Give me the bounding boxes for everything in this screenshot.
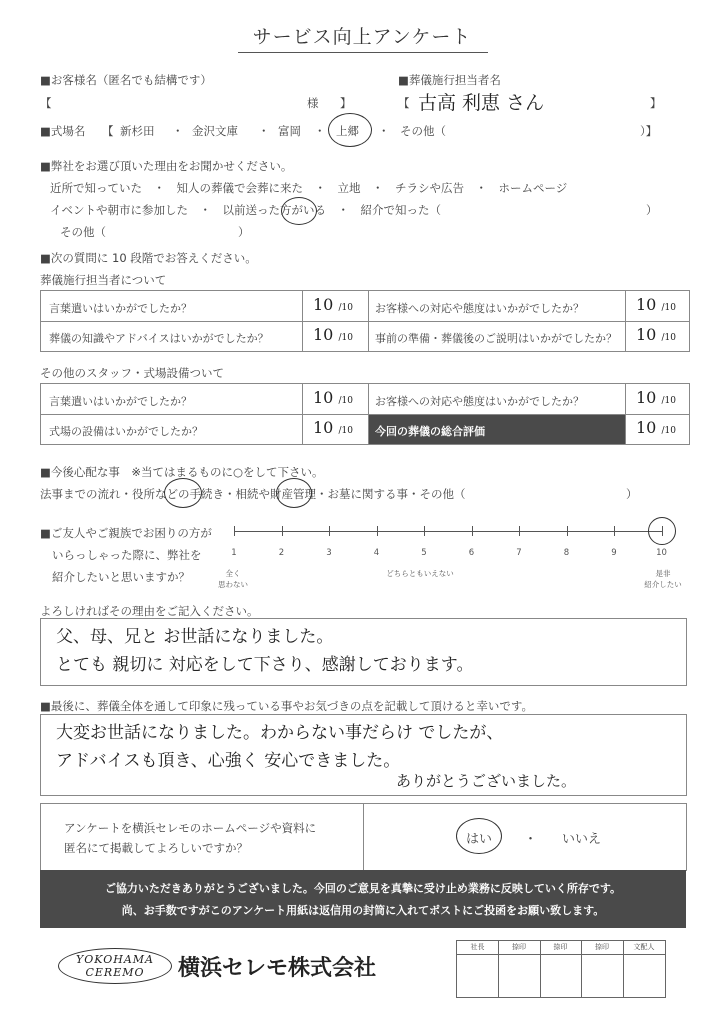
overall-rating-score[interactable]: 10 /10 — [636, 418, 676, 437]
publish-sep: ・ — [524, 832, 538, 847]
venue-sep: ・ — [258, 124, 270, 138]
venue-option-tomioka[interactable]: 富岡 — [278, 124, 301, 138]
overall-rating-question: 今回の葬儀の総合評価 — [375, 425, 485, 438]
staff-name-label: ■葬儀施行担当者名 — [398, 73, 501, 87]
reason-write-line1: 父、母、兄と お世話になりました。 — [56, 627, 334, 647]
reason-line2-close: ） — [646, 203, 658, 217]
final-comment-line2: アドバイスも頂き、心強く 安心できました。 — [56, 751, 401, 771]
thanks-line1: ご協力いただきありがとうございました。今回のご意見を真摯に受け止め業務に反映していく所存です。 — [104, 882, 622, 895]
thanks-line2: 尚、お手数ですがこのアンケート用紙は返信用の封筒に入れてポストにご投函をお願い致します。 — [121, 904, 605, 917]
rating-question: 葬儀の知識やアドバイスはいかがでしたか？ — [49, 332, 269, 345]
scale-mid-label: どちらともいえない — [386, 569, 454, 578]
publish-yes-option[interactable]: はい — [466, 832, 493, 847]
final-comment-line3: ありがとうございました。 — [396, 772, 577, 790]
scale-tick — [472, 526, 473, 536]
scale-tick-label[interactable]: 1 — [231, 548, 237, 558]
publish-question-line2: 匿名にて掲載してよろしいですか？ — [64, 841, 248, 855]
reason-selected-circle — [281, 197, 317, 225]
company-logo-top: YOKOHAMA — [76, 953, 154, 966]
stamp-header: 文配人 — [633, 943, 655, 951]
venue-option-other[interactable]: その他（ — [400, 124, 446, 138]
facility-rating-table — [40, 383, 690, 445]
scale-tick-label[interactable]: 3 — [326, 548, 332, 558]
recommend-question-line3: 紹介したいと思いますか？ — [52, 570, 190, 584]
venue-sep: ・ — [172, 124, 184, 138]
concern-circle-tetsuzuki — [164, 478, 202, 508]
scale-tick — [377, 526, 378, 536]
scale-tick — [614, 526, 615, 536]
reason-write-label: よろしければその理由をご記入ください。 — [40, 604, 259, 618]
scale-tick — [282, 526, 283, 536]
venue-option-kanazawabunko[interactable]: 金沢文庫 — [192, 124, 238, 138]
rating-score[interactable]: 10 /10 — [636, 325, 676, 344]
page-title: サービス向上アンケート — [252, 26, 472, 48]
scale-tick — [519, 526, 520, 536]
scale-low-label: 全く 思わない — [218, 569, 248, 589]
approval-stamp-grid — [456, 940, 666, 998]
rating-score[interactable]: 10 /10 — [313, 295, 353, 314]
scale-tick-label[interactable]: 5 — [421, 548, 427, 558]
venue-option-shinsugita[interactable]: 新杉田 — [120, 124, 155, 138]
scale-tick — [424, 526, 425, 536]
publish-yes-circle — [456, 818, 502, 854]
customer-name-label: ■お客様名（匿名でも結構です） — [40, 73, 212, 87]
company-name: 横浜セレモ株式会社 — [178, 956, 377, 981]
scale-tick-label[interactable]: 6 — [468, 548, 475, 558]
stamp-header: 社長 — [470, 943, 485, 951]
scale-tick — [234, 526, 235, 536]
venue-selected-circle — [328, 113, 372, 147]
rating-score[interactable]: 10 /10 — [636, 388, 676, 407]
rating-question: お客様への対応や態度はいかがでしたか？ — [375, 395, 584, 408]
scale-tick-label[interactable]: 2 — [278, 548, 285, 558]
venue-bracket-close: ）】 — [640, 124, 658, 138]
reason-line2[interactable]: イベントや朝市に参加した ・ 以前送った方がいる ・ 紹介で知った（ — [50, 203, 441, 217]
company-logo-bottom: CEREMO — [85, 966, 145, 979]
concern-close: ） — [626, 487, 638, 501]
customer-sama: 様 — [307, 96, 319, 110]
scale-tick-label[interactable]: 4 — [373, 548, 380, 558]
scale-tick-label[interactable]: 7 — [516, 548, 522, 558]
scale-high-label: 是非 紹介したい — [644, 569, 682, 589]
section-staff-heading: 葬儀施行担当者について — [40, 273, 167, 287]
stamp-header: 捺印 — [512, 943, 526, 951]
recommend-scale-line — [234, 531, 662, 532]
final-comment-label: ■最後に、葬儀全体を通して印象に残っている事やお気づきの点を記載して頂けると幸いです。 — [40, 699, 533, 713]
rating-score[interactable]: 10 /10 — [636, 295, 676, 314]
venue-option-kamigo[interactable]: 上郷 — [336, 124, 359, 138]
scale-tick — [567, 526, 568, 536]
concern-circle-zaisan — [276, 478, 312, 508]
venue-sep: ・ — [378, 124, 390, 138]
rating-score[interactable]: 10 /10 — [313, 388, 353, 407]
venue-sep: ・ — [314, 124, 326, 138]
stamp-header: 捺印 — [553, 943, 568, 951]
rating-question: お客様への対応や態度はいかがでしたか？ — [375, 302, 584, 315]
rating-score[interactable]: 10 /10 — [313, 325, 353, 344]
stamp-header: 捺印 — [595, 943, 609, 951]
customer-bracket-close: 】 — [340, 96, 352, 110]
reason-line3-close: ） — [238, 225, 250, 239]
concern-label: ■今後心配な事 ※当てはまるものに○をして下さい。 — [40, 465, 324, 479]
scale-tick-label[interactable]: 8 — [563, 548, 570, 558]
staff-bracket-close: 】 — [650, 96, 662, 110]
section-other-heading: その他のスタッフ・式場設備ついて — [40, 366, 224, 380]
reason-line1[interactable]: 近所で知っていた ・ 知人の葬儀で会葬に来た ・ 立地 ・ チラシや広告 ・ ホームページ — [50, 181, 568, 195]
final-comment-line1: 大変お世話になりました。わからない事だらけ でしたが、 — [56, 723, 504, 743]
reason-label: ■弊社をお選び頂いた理由をお聞かせください。 — [40, 159, 293, 173]
publish-no-option[interactable]: いいえ — [562, 832, 602, 847]
venue-bracket-open: 【 — [102, 124, 114, 138]
rating-question: 言葉遣いはいかがでしたか？ — [49, 395, 192, 408]
recommend-selected-circle — [648, 517, 676, 545]
rating-score[interactable]: 10 /10 — [313, 418, 353, 437]
title-underline — [238, 52, 488, 53]
staff-name-value[interactable]: 古高 利恵 さん — [418, 92, 545, 114]
staff-bracket-open: 【 — [398, 96, 410, 110]
reason-write-line2: とても 親切に 対応をして下さり、感謝しております。 — [56, 655, 474, 675]
scale-tick-label[interactable]: 9 — [611, 548, 617, 558]
scale-tick-label[interactable]: 10 — [656, 548, 667, 558]
venue-label: ■式場名 — [40, 124, 86, 138]
concern-options[interactable]: 法事までの流れ・役所などの手続き・相続や財産管理・お墓に関する事・その他（ — [40, 487, 466, 501]
rating-question: 式場の設備はいかがでしたか？ — [49, 425, 203, 438]
customer-bracket-open: 【 — [40, 96, 52, 110]
publish-question-line1: アンケートを横浜セレモのホームページや資料に — [64, 821, 317, 835]
recommend-question-line1: ■ご友人やご親族でお困りの方が — [40, 526, 212, 540]
reason-line3[interactable]: その他（ — [60, 225, 106, 239]
rating-question: 言葉遣いはいかがでしたか？ — [49, 302, 192, 315]
scale-tick — [329, 526, 330, 536]
staff-rating-table — [40, 290, 690, 352]
rating-question: 事前の準備・葬儀後のご説明はいかがでしたか？ — [375, 332, 617, 345]
company-logo — [58, 948, 172, 984]
recommend-question-line2: いらっしゃった際に、弊社を — [52, 548, 202, 562]
thanks-banner — [40, 870, 686, 928]
rating-intro: ■次の質問に 10 段階でお答えください。 — [40, 251, 257, 265]
